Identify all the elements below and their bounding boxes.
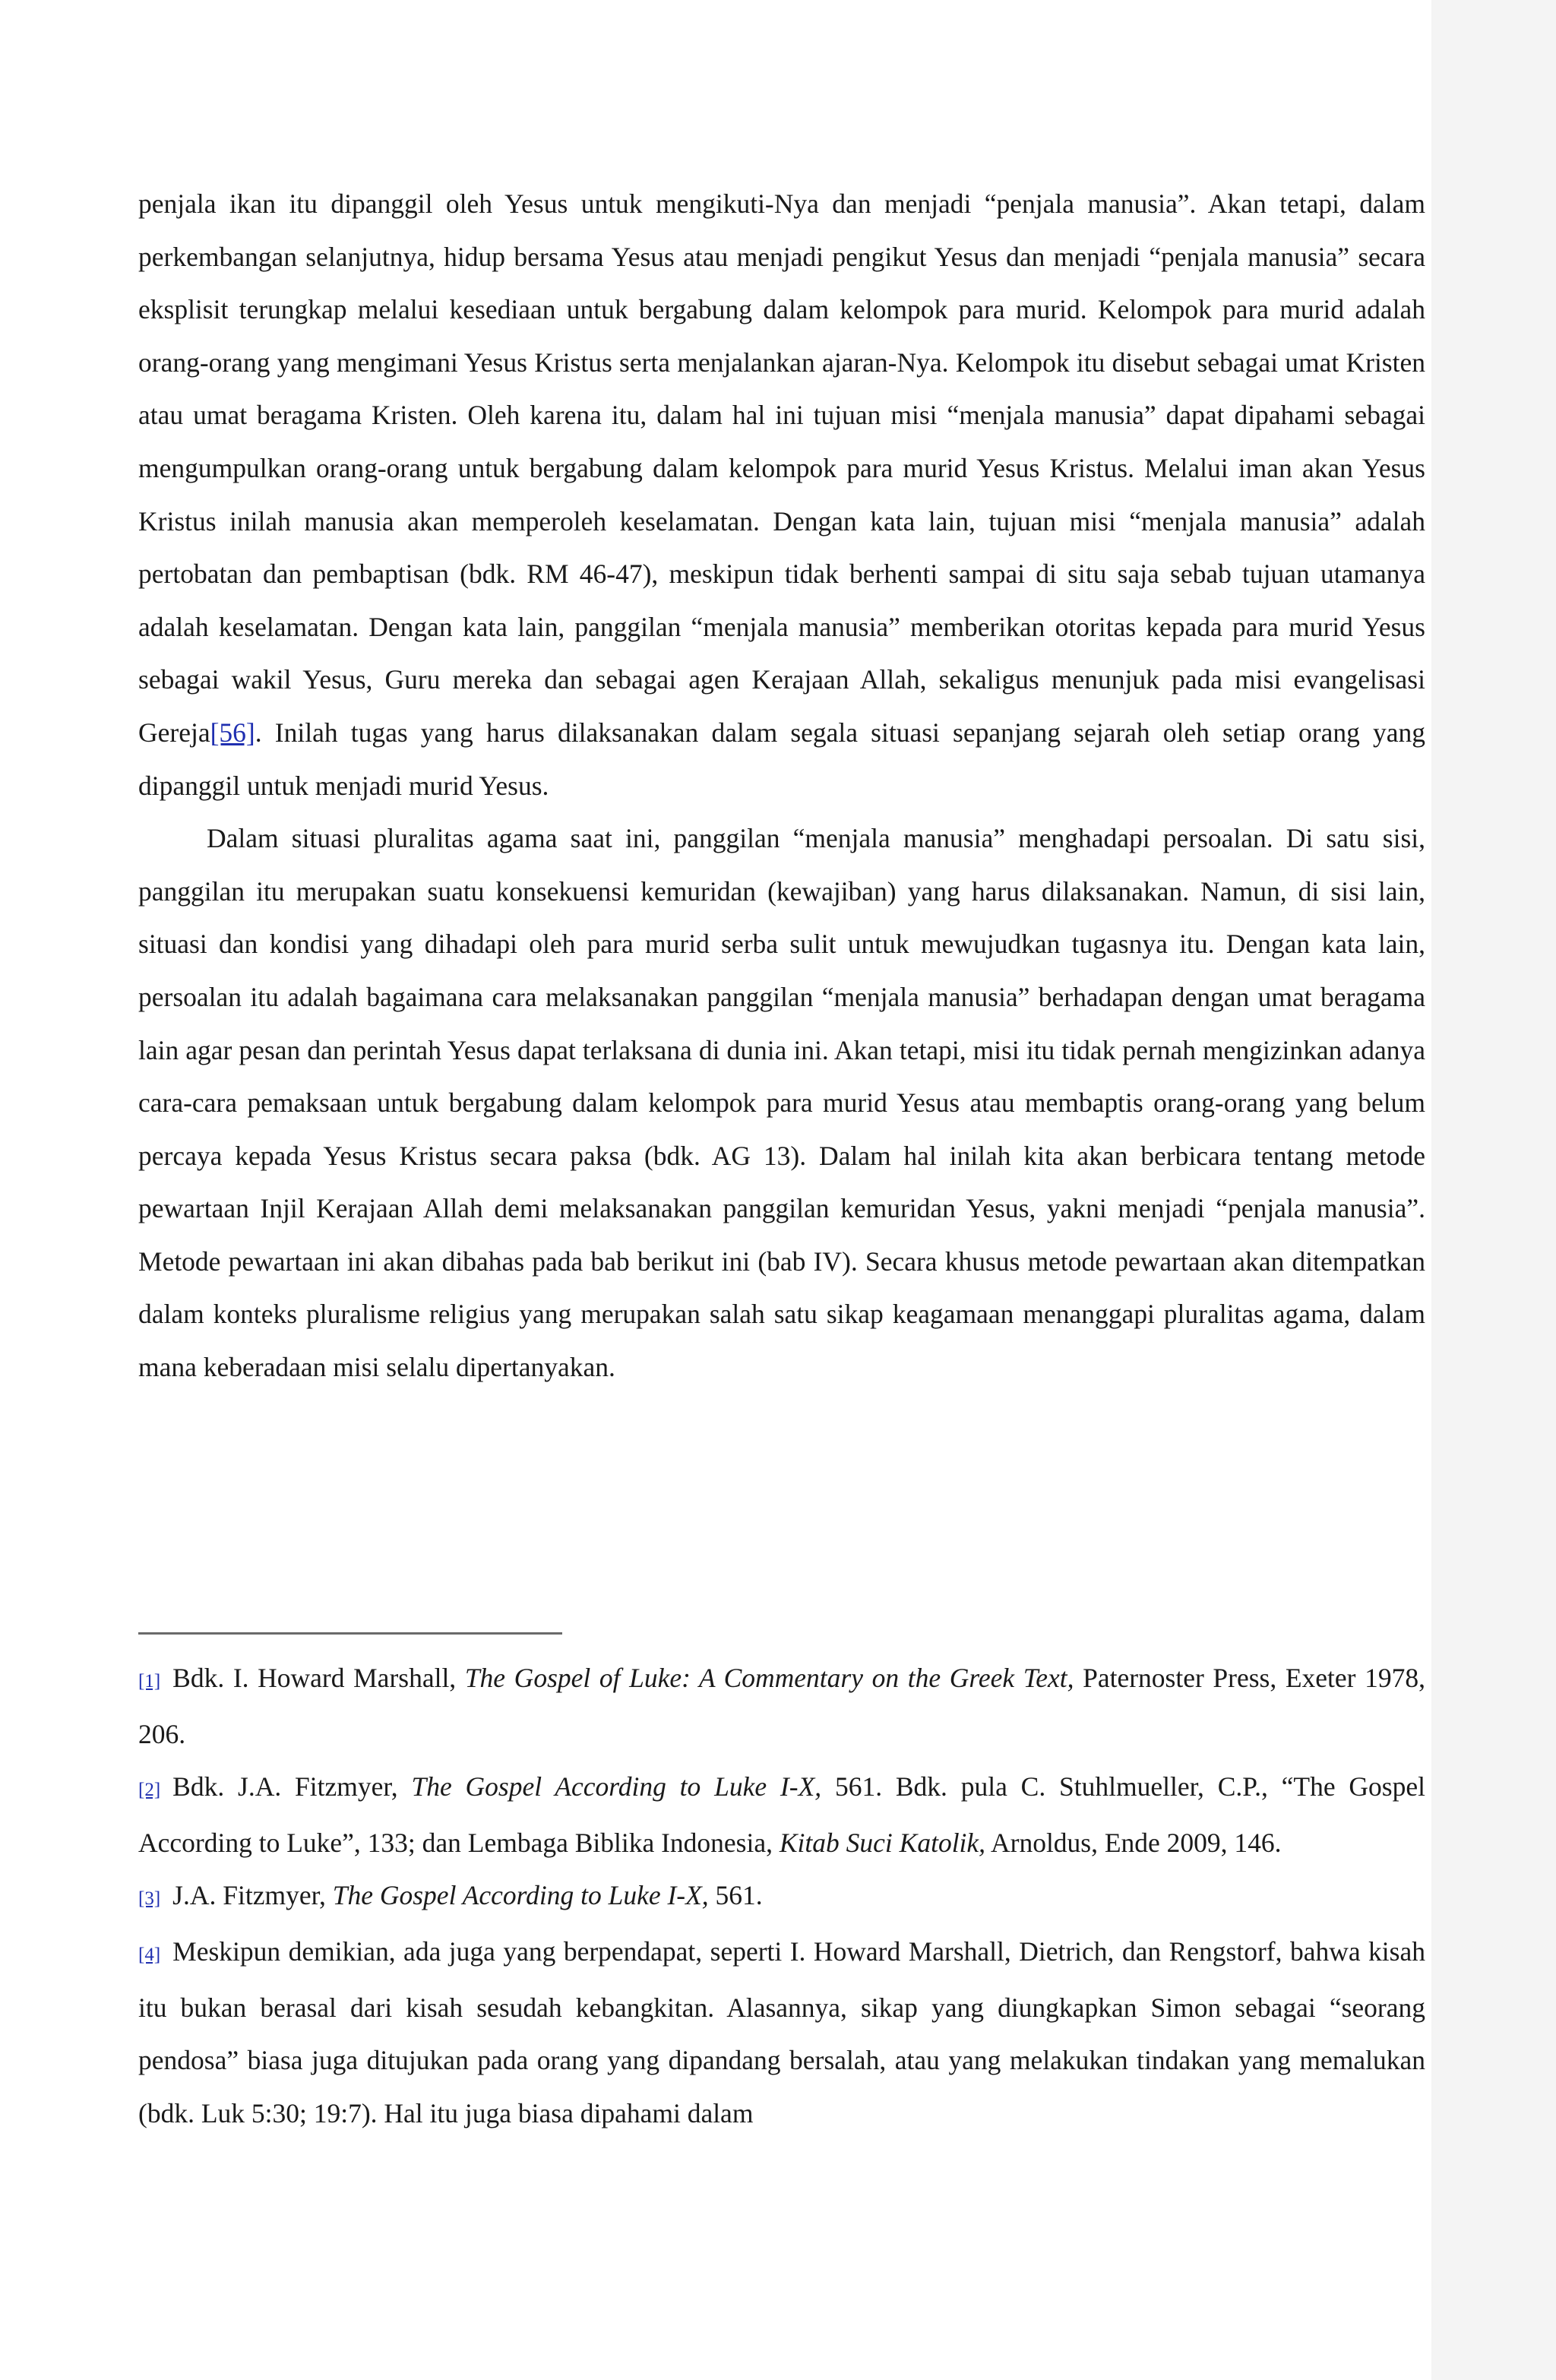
footnote-4-text: Meskipun demikian, ada juga yang berpendapat, seperti I. Howard Marshall, Dietrich, dan Rengstorf, bahwa kisah itu bukan berasal dari kisah sesudah kebangkitan. Alasannya, sikap yang diungkapkan Simon sebagai “seorang pendosa” biasa juga ditujukan pada orang yang dipandang bersalah, atau yang melakukan tindakan yang memalukan (bdk. Luk 5:30; 19:7). Hal itu juga biasa dipahami dalam — [138, 1935, 1425, 2128]
body-text — [138, 178, 1425, 1394]
page-edge-shade — [1431, 0, 1556, 2380]
footnote-number-2[interactable]: [2] — [138, 1780, 161, 1801]
footnote-separator — [138, 1632, 562, 1635]
footnote-3-text: J.A. Fitzmyer, — [172, 1880, 333, 1911]
footnotes — [138, 1652, 1425, 2140]
footnote-1-title: The Gospel of Luke: A Commentary on the Greek Text, — [464, 1663, 1074, 1693]
footnote-2-text: Bdk. J.A. Fitzmyer, — [172, 1771, 412, 1802]
footnote-4 — [138, 1926, 1425, 2140]
footnote-2 — [138, 1761, 1425, 1869]
footnote-number-4[interactable]: [4] — [138, 1944, 161, 1965]
footnote-number-1[interactable]: [1] — [138, 1671, 161, 1692]
footnote-1 — [138, 1652, 1425, 1761]
footnote-2-tail: Arnoldus, Ende 2009, 146. — [985, 1827, 1282, 1858]
footnote-2-title-2: Kitab Suci Katolik, — [779, 1827, 986, 1858]
paragraph-1-text-b: . Inilah tugas yang harus dilaksanakan dalam segala situasi sepanjang sejarah oleh setiap orang yang dipanggil untuk menjadi murid Yesus. — [138, 717, 1425, 801]
footnote-2-title: The Gospel According to Luke I-X, — [411, 1771, 822, 1802]
paragraph-1-text-a: penjala ikan itu dipanggil oleh Yesus untuk mengikuti-Nya dan menjadi “penjala manusia”. Akan tetapi, dalam perkembangan selanjutnya, hidup bersama Yesus atau menjadi pengikut Yesus dan menjadi “penjala manusia” secara eksplisit terungkap melalui kesediaan untuk bergabung dalam kelompok para murid. Kelompok para murid adalah orang-orang yang mengimani Yesus Kristus serta menjalankan ajaran-Nya. Kelompok itu disebut sebagai umat Kristen atau umat beragama Kristen. Oleh karena itu, dalam hal ini tujuan misi “menjala manusia” dapat dipahami sebagai mengumpulkan orang-orang untuk bergabung dalam kelompok para murid Yesus Kristus. Melalui iman akan Yesus Kristus inilah manusia akan memperoleh keselamatan. Dengan kata lain, tujuan misi “menjala manusia” adalah pertobatan dan pembaptisan (bdk. RM 46-47), meskipun tidak berhenti sampai di situ saja sebab tujuan utamanya adalah keselamatan. Dengan kata lain, panggilan “menjala manusia” memberikan otoritas kepada para murid Yesus sebagai wakil Yesus, Guru mereka dan sebagai agen Kerajaan Allah, sekaligus menunjuk pada misi evangelisasi Gereja — [138, 188, 1425, 748]
footnote-3-title: The Gospel According to Luke I-X, — [332, 1880, 709, 1911]
footnote-1-text: Bdk. I. Howard Marshall, — [172, 1663, 465, 1693]
footnote-2-middle: 561. Bdk. pula C. Stuhlmueller, C.P., “The Gospel According to Luke”, 133; dan Lembaga Biblika Indonesia, — [138, 1771, 1425, 1858]
paragraph-2: Dalam situasi pluralitas agama saat ini, panggilan “menjala manusia” menghadapi persoalan. Di satu sisi, panggilan itu merupakan suatu konsekuensi kemuridan (kewajiban) yang harus dilaksanakan. Namun, di sisi lain, situasi dan kondisi yang dihadapi oleh para murid serba sulit untuk mewujudkan tugasnya itu. Dengan kata lain, persoalan itu adalah bagaimana cara melaksanakan panggilan “menjala manusia” berhadapan dengan umat beragama lain agar pesan dan perintah Yesus dapat terlaksana di dunia ini. Akan tetapi, misi itu tidak pernah mengizinkan adanya cara-cara pemaksaan untuk bergabung dalam kelompok para murid Yesus atau membaptis orang-orang yang belum percaya kepada Yesus Kristus secara paksa (bdk. AG 13). Dalam hal inilah kita akan berbicara tentang metode pewartaan Injil Kerajaan Allah demi melaksanakan panggilan kemuridan Yesus, yakni menjadi “penjala manusia”. Metode pewartaan ini akan dibahas pada bab berikut ini (bab IV). Secara khusus metode pewartaan akan ditempatkan dalam konteks pluralisme religius yang merupakan salah satu sikap keagamaan menanggapi pluralitas agama, dalam mana keberadaan misi selalu dipertanyakan. — [138, 823, 1425, 1383]
footnote-3 — [138, 1869, 1425, 1926]
footnote-3-tail: 561. — [708, 1880, 763, 1911]
footnote-number-3[interactable]: [3] — [138, 1888, 161, 1910]
paragraph-1 — [138, 178, 1425, 812]
footnote-1-tail: Paternoster Press, Exeter 1978, 206. — [138, 1663, 1425, 1749]
footnote-link-56[interactable]: [56] — [210, 717, 255, 748]
